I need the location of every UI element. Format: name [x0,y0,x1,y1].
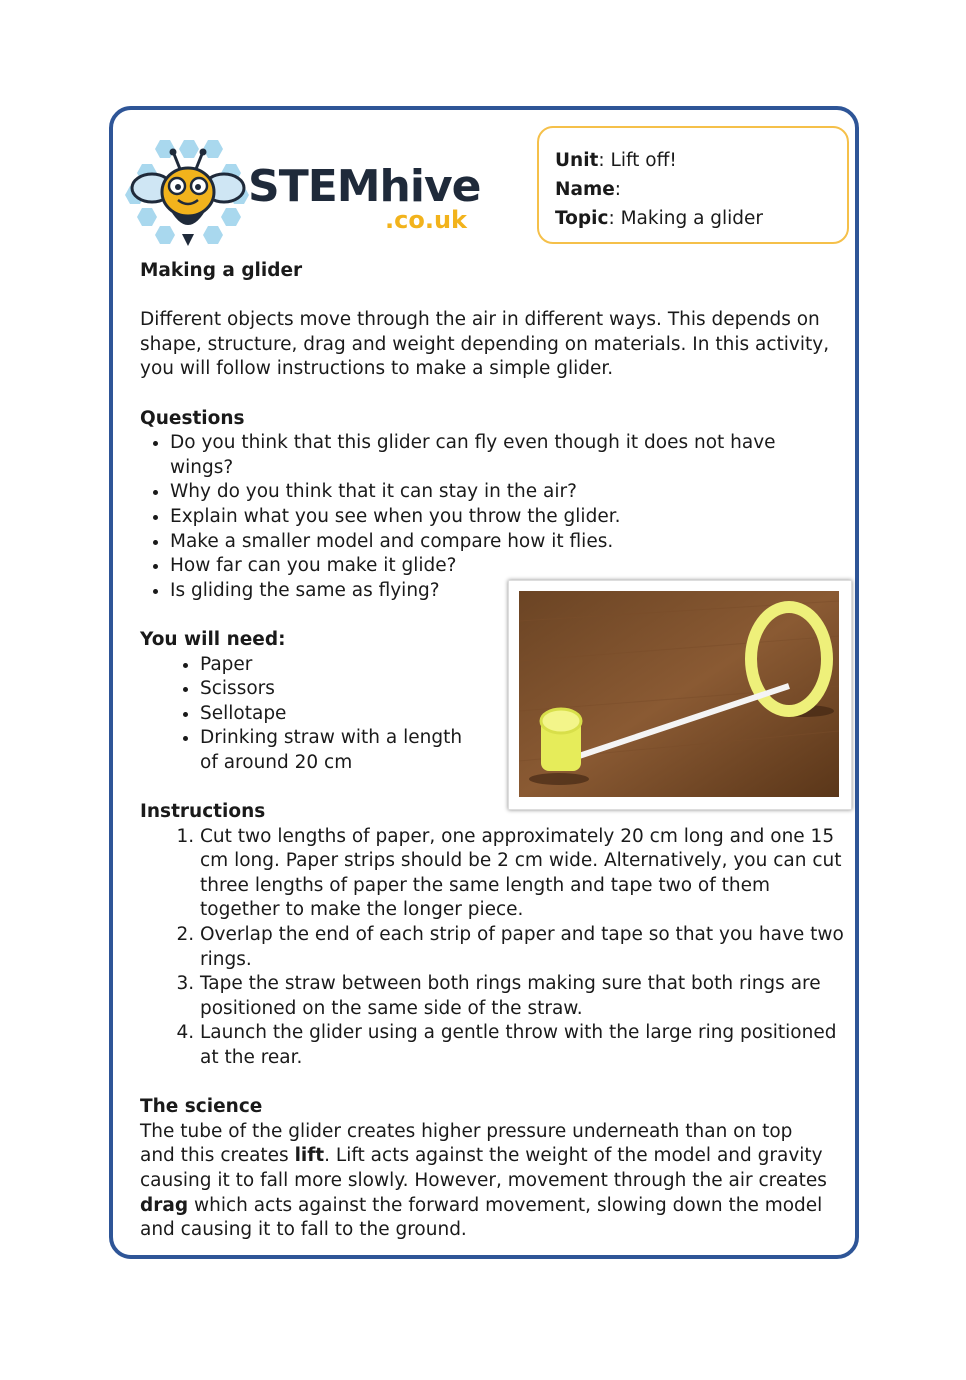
bee-icon [132,149,244,247]
intro-paragraph: Different objects move through the air in different ways. This depends on shape, structure, drag and weight depending on materials. In this activity, you will follow instructions to make a simple glider. [140,309,830,380]
instructions-heading: Instructions [140,801,266,823]
questions-list [140,431,810,603]
glider-photo [508,580,852,810]
question-item: • How far can you make it glide? [170,554,810,579]
question-item: • Do you think that this glider can fly even though it does not have wings? [170,431,810,480]
instruction-step: 1. Cut two lengths of paper, one approximately 20 cm long and one 15 cm long. Paper strips should be 2 cm wide. Alternatively, you can cut three lengths of paper the same length and tape two of them together to make the longer piece. [200,825,852,923]
instruction-step: 4. Launch the glider using a gentle throw with the large ring positioned at the rear. [200,1021,852,1070]
page-title: Making a glider [140,260,303,281]
material-item: • Scissors [200,677,470,702]
logo-wordmark: STEMhive [248,161,481,212]
logo-domain: .co.uk [385,206,467,234]
material-item: • Drinking straw with a length of around 20 cm [200,726,470,775]
glider-illustration [519,591,839,797]
question-item: • Explain what you see when you throw the glider. [170,505,810,530]
need-heading: You will need: [140,628,286,650]
unit-line: Unit: Lift off! [555,150,677,171]
drag-term: drag [140,1194,189,1216]
question-item: • Why do you think that it can stay in the air? [170,480,810,505]
instruction-step: 2. Overlap the end of each strip of paper and tape so that you have two rings. [200,923,852,972]
instructions-list [140,825,852,1071]
science-paragraph: The tube of the glider creates higher pressure underneath than on top and this creates lift. Lift acts against the weight of the model and gravity causing it to fall more slowly. However, movement through the air creates drag which acts against the forward movement, slowing down the model and causing it to fall to the ground. [140,1120,827,1241]
topic-line: Topic: Making a glider [555,208,764,229]
material-item: • Sellotape [200,702,470,727]
lift-term: lift [294,1145,325,1167]
question-item: • Make a smaller model and compare how it flies. [170,530,810,555]
science-heading: The science [140,1096,263,1118]
material-item: • Paper [200,653,470,678]
question-item: • Is gliding the same as flying? [170,579,810,604]
name-line: Name: [555,179,622,200]
questions-heading: Questions [140,407,245,429]
unit-info-box [537,126,849,244]
materials-list [140,653,470,776]
instruction-step: 3. Tape the straw between both rings making sure that both rings are positioned on the same side of the straw. [200,972,852,1021]
